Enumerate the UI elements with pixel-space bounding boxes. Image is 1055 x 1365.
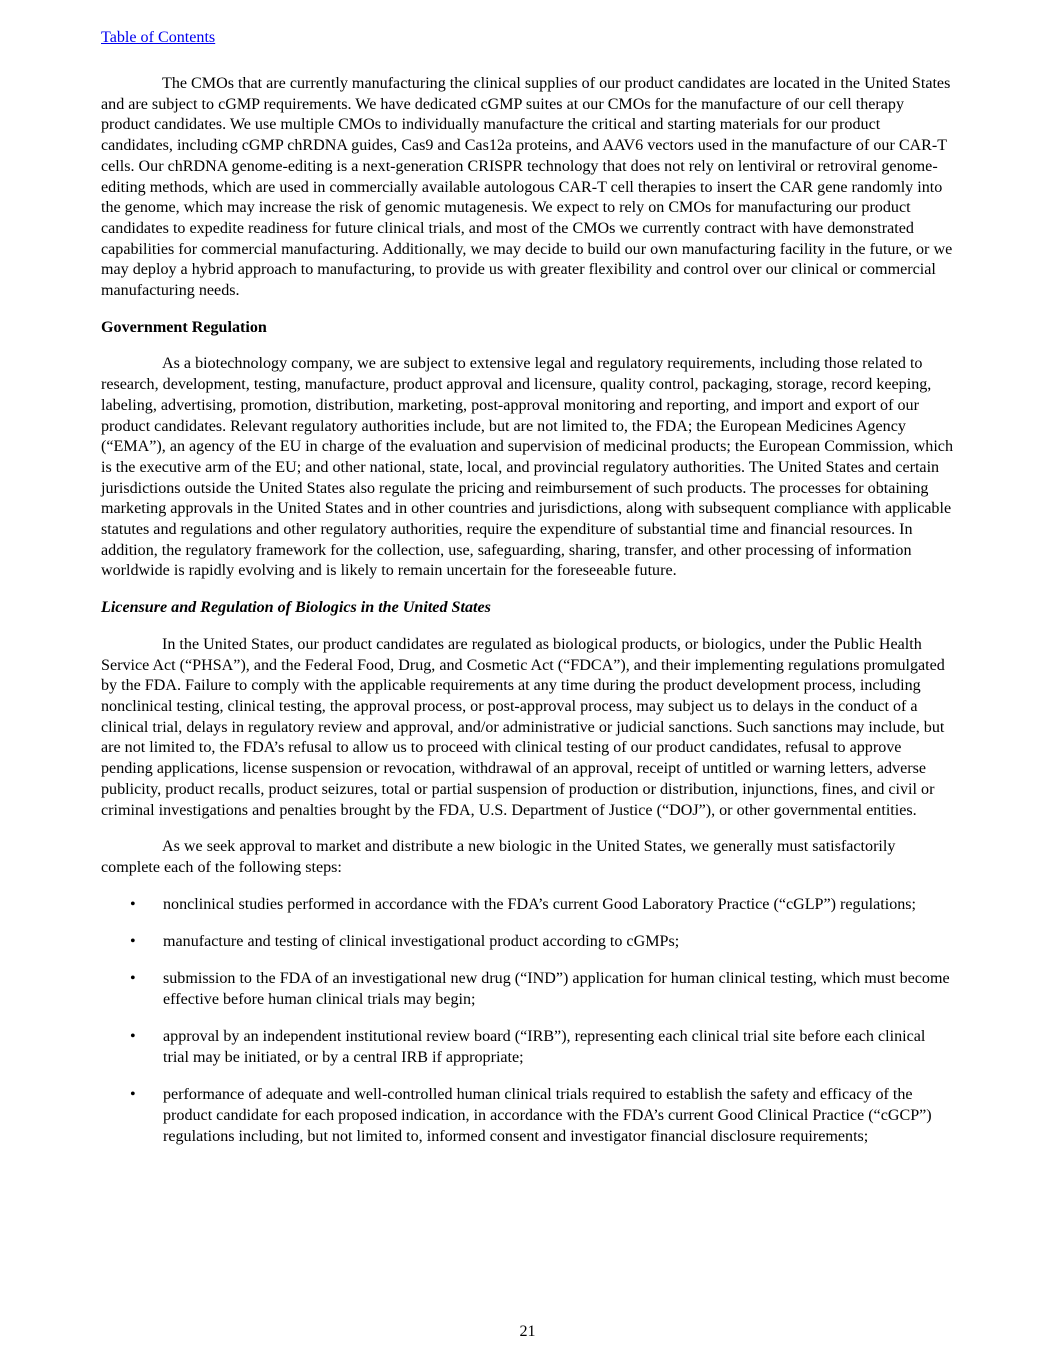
list-item: [101, 932, 954, 953]
list-item-text: submission to the FDA of an investigational new drug (“IND”) application for human clinical testing, which must become effective before human clinical trials may begin;: [163, 970, 950, 1008]
document-body: [101, 74, 954, 1164]
bullet-icon: •: [130, 895, 136, 913]
heading-licensure-biologics: Licensure and Regulation of Biologics in the United States: [101, 599, 491, 617]
paragraph-government-regulation: As a biotechnology company, we are subject to extensive legal and regulatory requirements, including those related to research, development, testing, manufacture, product approval and licensure, quality control, packaging, storage, record keeping, labeling, advertising, promotion, distribution, marketing, post-approval monitoring and reporting, and import and export of our product candidates. Relevant regulatory authorities include, but are not limited to, the FDA; the European Medicines Agency (“EMA”), an agency of the EU in charge of the evaluation and supervision of medicinal products; the European Commission, which is the executive arm of the EU; and other national, state, local, and provincial regulatory authorities. The United States and certain jurisdictions outside the United States also regulate the pricing and reimbursement of such products. The processes for obtaining marketing approvals in the United States and in other countries and jurisdictions, along with subsequent compliance with applicable statutes and regulations and other regulatory authorities, require the expenditure of substantial time and financial resources. In addition, the regulatory framework for the collection, use, safeguarding, sharing, transfer, and other processing of information worldwide is rapidly evolving and is likely to remain uncertain for the foreseeable future.: [101, 355, 953, 580]
list-item-text: approval by an independent institutional review board (“IRB”), representing each clinical trial site before each clinical trial may be initiated, or by a central IRB if appropriate;: [163, 1028, 926, 1066]
list-item-text: manufacture and testing of clinical investigational product according to cGMPs;: [163, 932, 680, 950]
page-number: 21: [519, 1323, 536, 1340]
approval-steps-list: [101, 895, 954, 1148]
bullet-icon: •: [130, 1086, 136, 1104]
bullet-icon: •: [130, 932, 136, 950]
list-item: [101, 895, 954, 916]
list-item-text: nonclinical studies performed in accordance with the FDA’s current Good Laboratory Practice (“cGLP”) regulations;: [163, 895, 917, 913]
paragraph-biologics-regulation: In the United States, our product candidates are regulated as biological products, or biologics, under the Public Health Service Act (“PHSA”), and the Federal Food, Drug, and Cosmetic Act (“FDCA”), and their implementing regulations promulgated by the FDA. Failure to comply with the applicable requirements at any time during the product development process, including nonclinical testing, clinical testing, the approval process, or post-approval process, may subject us to delays in the conduct of a clinical trial, delays in regulatory review and approval, and/or administrative or judicial sanctions. Such sanctions may include, but are not limited to, the FDA’s refusal to allow us to proceed with clinical testing of our product candidates, refusal to approve pending applications, license suspension or revocation, withdrawal of an approval, receipt of untitled or warning letters, adverse publicity, product recalls, product seizures, total or partial suspension of production or distribution, injunctions, fines, and civil or criminal investigations and penalties brought by the FDA, U.S. Department of Justice (“DOJ”), or other governmental entities.: [101, 635, 945, 819]
bullet-icon: •: [130, 970, 136, 988]
table-of-contents-link[interactable]: Table of Contents: [101, 29, 216, 46]
paragraph-approval-steps-intro: As we seek approval to market and distribute a new biologic in the United States, we generally must satisfactorily complete each of the following steps:: [101, 838, 896, 876]
list-item: [101, 969, 954, 1010]
bullet-icon: •: [130, 1028, 136, 1046]
list-item: [101, 1085, 954, 1147]
paragraph-cmo-manufacturing: The CMOs that are currently manufacturing the clinical supplies of our product candidates are located in the United States and are subject to cGMP requirements. We have dedicated cGMP suites at our CMOs for the manufacture of our cell therapy product candidates. We use multiple CMOs to individually manufacture the critical and starting materials for our product candidates, including cGMP chRDNA guides, Cas9 and Cas12a proteins, and AAV6 vectors used in the manufacture of our CAR-T cells. Our chRDNA genome-editing is a next-generation CRISPR technology that does not rely on lentiviral or retroviral genome-editing methods, which are used in commercially available autologous CAR-T cell therapies to insert the CAR gene randomly into the genome, which may increase the risk of genomic mutagenesis. We expect to rely on CMOs for manufacturing our product candidates to expedite readiness for future clinical trials, and most of the CMOs we currently contract with have demonstrated capabilities for commercial manufacturing. Additionally, we may decide to build our own manufacturing facility in the future, or we may deploy a hybrid approach to manufacturing, to provide us with greater flexibility and control over our clinical or commercial manufacturing needs.: [101, 75, 953, 300]
list-item-text: performance of adequate and well-controlled human clinical trials required to establish the safety and efficacy of the product candidate for each proposed indication, in accordance with the FDA’s current Good Clinical Practice (“cGCP”) regulations including, but not limited to, informed consent and investigator financial disclosure requirements;: [163, 1086, 932, 1145]
heading-government-regulation: Government Regulation: [101, 318, 267, 336]
list-item: [101, 1027, 954, 1068]
